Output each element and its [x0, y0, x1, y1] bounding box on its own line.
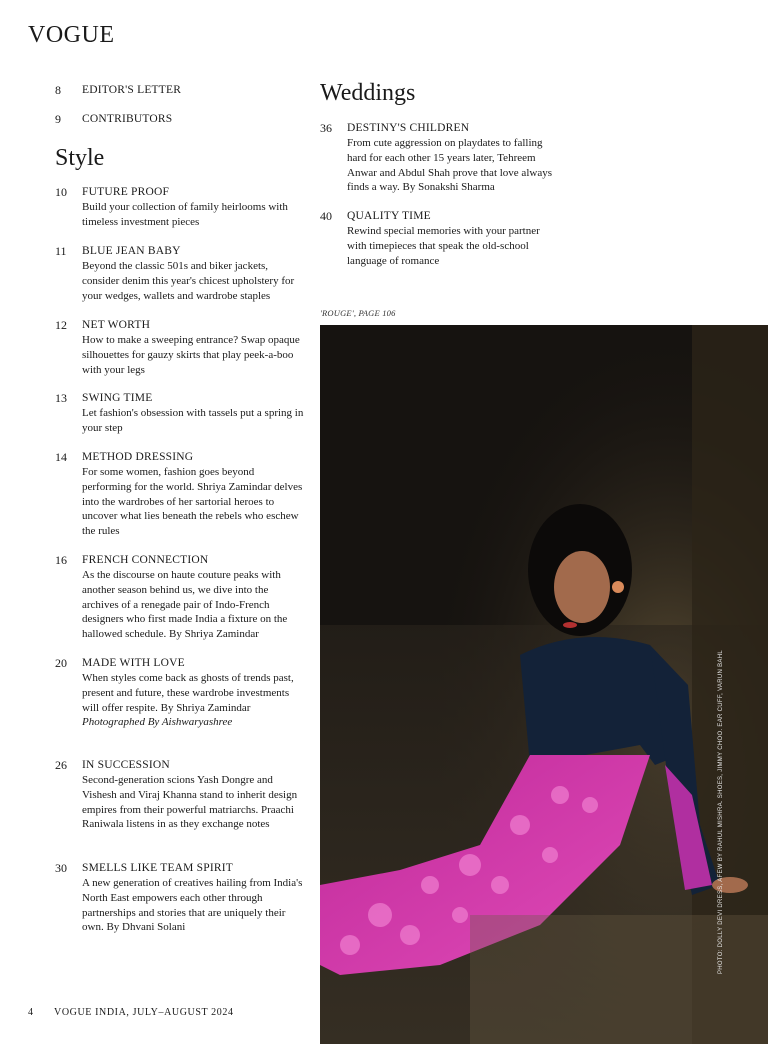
toc-entry[interactable] — [55, 391, 305, 436]
toc-entry[interactable] — [55, 83, 305, 98]
entry-page-number: 16 — [55, 553, 67, 567]
entry-title: METHOD DRESSING — [82, 451, 194, 463]
entry-title: IN SUCCESSION — [82, 759, 170, 771]
entry-description: For some women, fashion goes beyond performing for the world. Shriya Zamindar delves into the wardrobes of her sartorial heroes to uncover what lies beneath the rebels who eschew the rules — [82, 466, 303, 538]
toc-entry[interactable] — [55, 318, 305, 377]
entry-description: Let fashion's obsession with tassels put a spring in your step — [82, 407, 304, 434]
toc-entry[interactable] — [55, 758, 305, 832]
entry-title: FRENCH CONNECTION — [82, 554, 209, 566]
toc-entry[interactable] — [320, 209, 560, 268]
entry-page-number: 30 — [55, 861, 67, 875]
entry-description: Beyond the classic 501s and biker jackets, consider denim this year's chicest upholstery for your wedges, wallets and wardrobe staples — [82, 260, 295, 302]
toc-entry[interactable] — [55, 553, 305, 642]
entry-description: Rewind special memories with your partner with timepieces that speak the old-school language of romance — [347, 225, 540, 267]
entry-photo-credit: Photographed By Aishwaryashree — [82, 716, 233, 729]
entry-page-number: 14 — [55, 450, 67, 464]
entry-title: CONTRIBUTORS — [82, 113, 173, 125]
entry-page-number: 10 — [55, 185, 67, 199]
publication-line: VOGUE INDIA, JULY–AUGUST 2024 — [54, 1007, 234, 1018]
entry-page-number: 11 — [55, 244, 67, 258]
toc-entry[interactable] — [55, 861, 305, 935]
entry-description: How to make a sweeping entrance? Swap opaque silhouettes for gauzy skirts that play peek-a-boo with your legs — [82, 334, 300, 376]
entry-description: From cute aggression on playdates to falling hard for each other 15 years later, Tehreem Anwar and Abdul Shah prove that love always finds a way. By Sonakshi Sharma — [347, 137, 552, 194]
section-heading-weddings: Weddings — [320, 80, 416, 106]
entry-page-number: 12 — [55, 318, 67, 332]
entry-title: QUALITY TIME — [347, 210, 431, 222]
entry-title: DESTINY'S CHILDREN — [347, 122, 470, 134]
entry-title: SWING TIME — [82, 392, 153, 404]
entry-description: As the discourse on haute couture peaks with another season behind us, we dive into the archives of a renegade pair of Indo-French designers who first made India a fixture on the hallowed schedule. By Shriya Zamindar — [82, 569, 288, 641]
photo-credit: PHOTO: DOLLY DEVI DRESS, AFEW BY RAHUL MISHRA. SHOES, JIMMY CHOO. EAR CUFF, VARUN BAHL — [718, 650, 724, 974]
section-heading-style: Style — [55, 145, 105, 171]
entry-title: SMELLS LIKE TEAM SPIRIT — [82, 862, 234, 874]
toc-entry[interactable] — [55, 185, 305, 230]
entry-page-number: 36 — [320, 121, 332, 135]
entry-description: Second-generation scions Yash Dongre and Vishesh and Viraj Khanna stand to inherit design empires from their powerful matriarchs. Praachi Raniwala listens in as they exchange notes — [82, 774, 298, 831]
entry-title: FUTURE PROOF — [82, 186, 170, 198]
entry-page-number: 20 — [55, 656, 67, 670]
page-number: 4 — [28, 1007, 34, 1018]
toc-entry[interactable] — [55, 656, 305, 730]
entry-description: Build your collection of family heirlooms with timeless investment pieces — [82, 201, 288, 228]
photo-caption: 'ROUGE', PAGE 106 — [320, 308, 396, 318]
entry-page-number: 40 — [320, 209, 332, 223]
entry-title: EDITOR'S LETTER — [82, 84, 182, 96]
fashion-photo-illustration — [320, 325, 768, 1044]
entry-page-number: 13 — [55, 391, 67, 405]
page-footer — [28, 1007, 234, 1018]
entry-page-number: 26 — [55, 758, 67, 772]
toc-entry[interactable] — [55, 450, 305, 539]
entry-title: MADE WITH LOVE — [82, 657, 185, 669]
entry-title: BLUE JEAN BABY — [82, 245, 181, 257]
editorial-photo — [320, 325, 768, 1044]
entry-page-number: 8 — [55, 83, 61, 97]
masthead-logo: VOGUE — [28, 22, 115, 48]
entry-title: NET WORTH — [82, 319, 151, 331]
toc-entry[interactable] — [320, 121, 560, 195]
toc-entry[interactable] — [55, 112, 305, 127]
entry-description: When styles come back as ghosts of trends past, present and future, these wardrobe investments will offer respite. By Shriya Zamindar — [82, 672, 294, 714]
entry-page-number: 9 — [55, 112, 61, 126]
entry-description: A new generation of creatives hailing from India's North East empowers each other through partnerships and stories that are uniquely their own. By Dhvani Solani — [82, 877, 303, 934]
toc-entry[interactable] — [55, 244, 305, 303]
